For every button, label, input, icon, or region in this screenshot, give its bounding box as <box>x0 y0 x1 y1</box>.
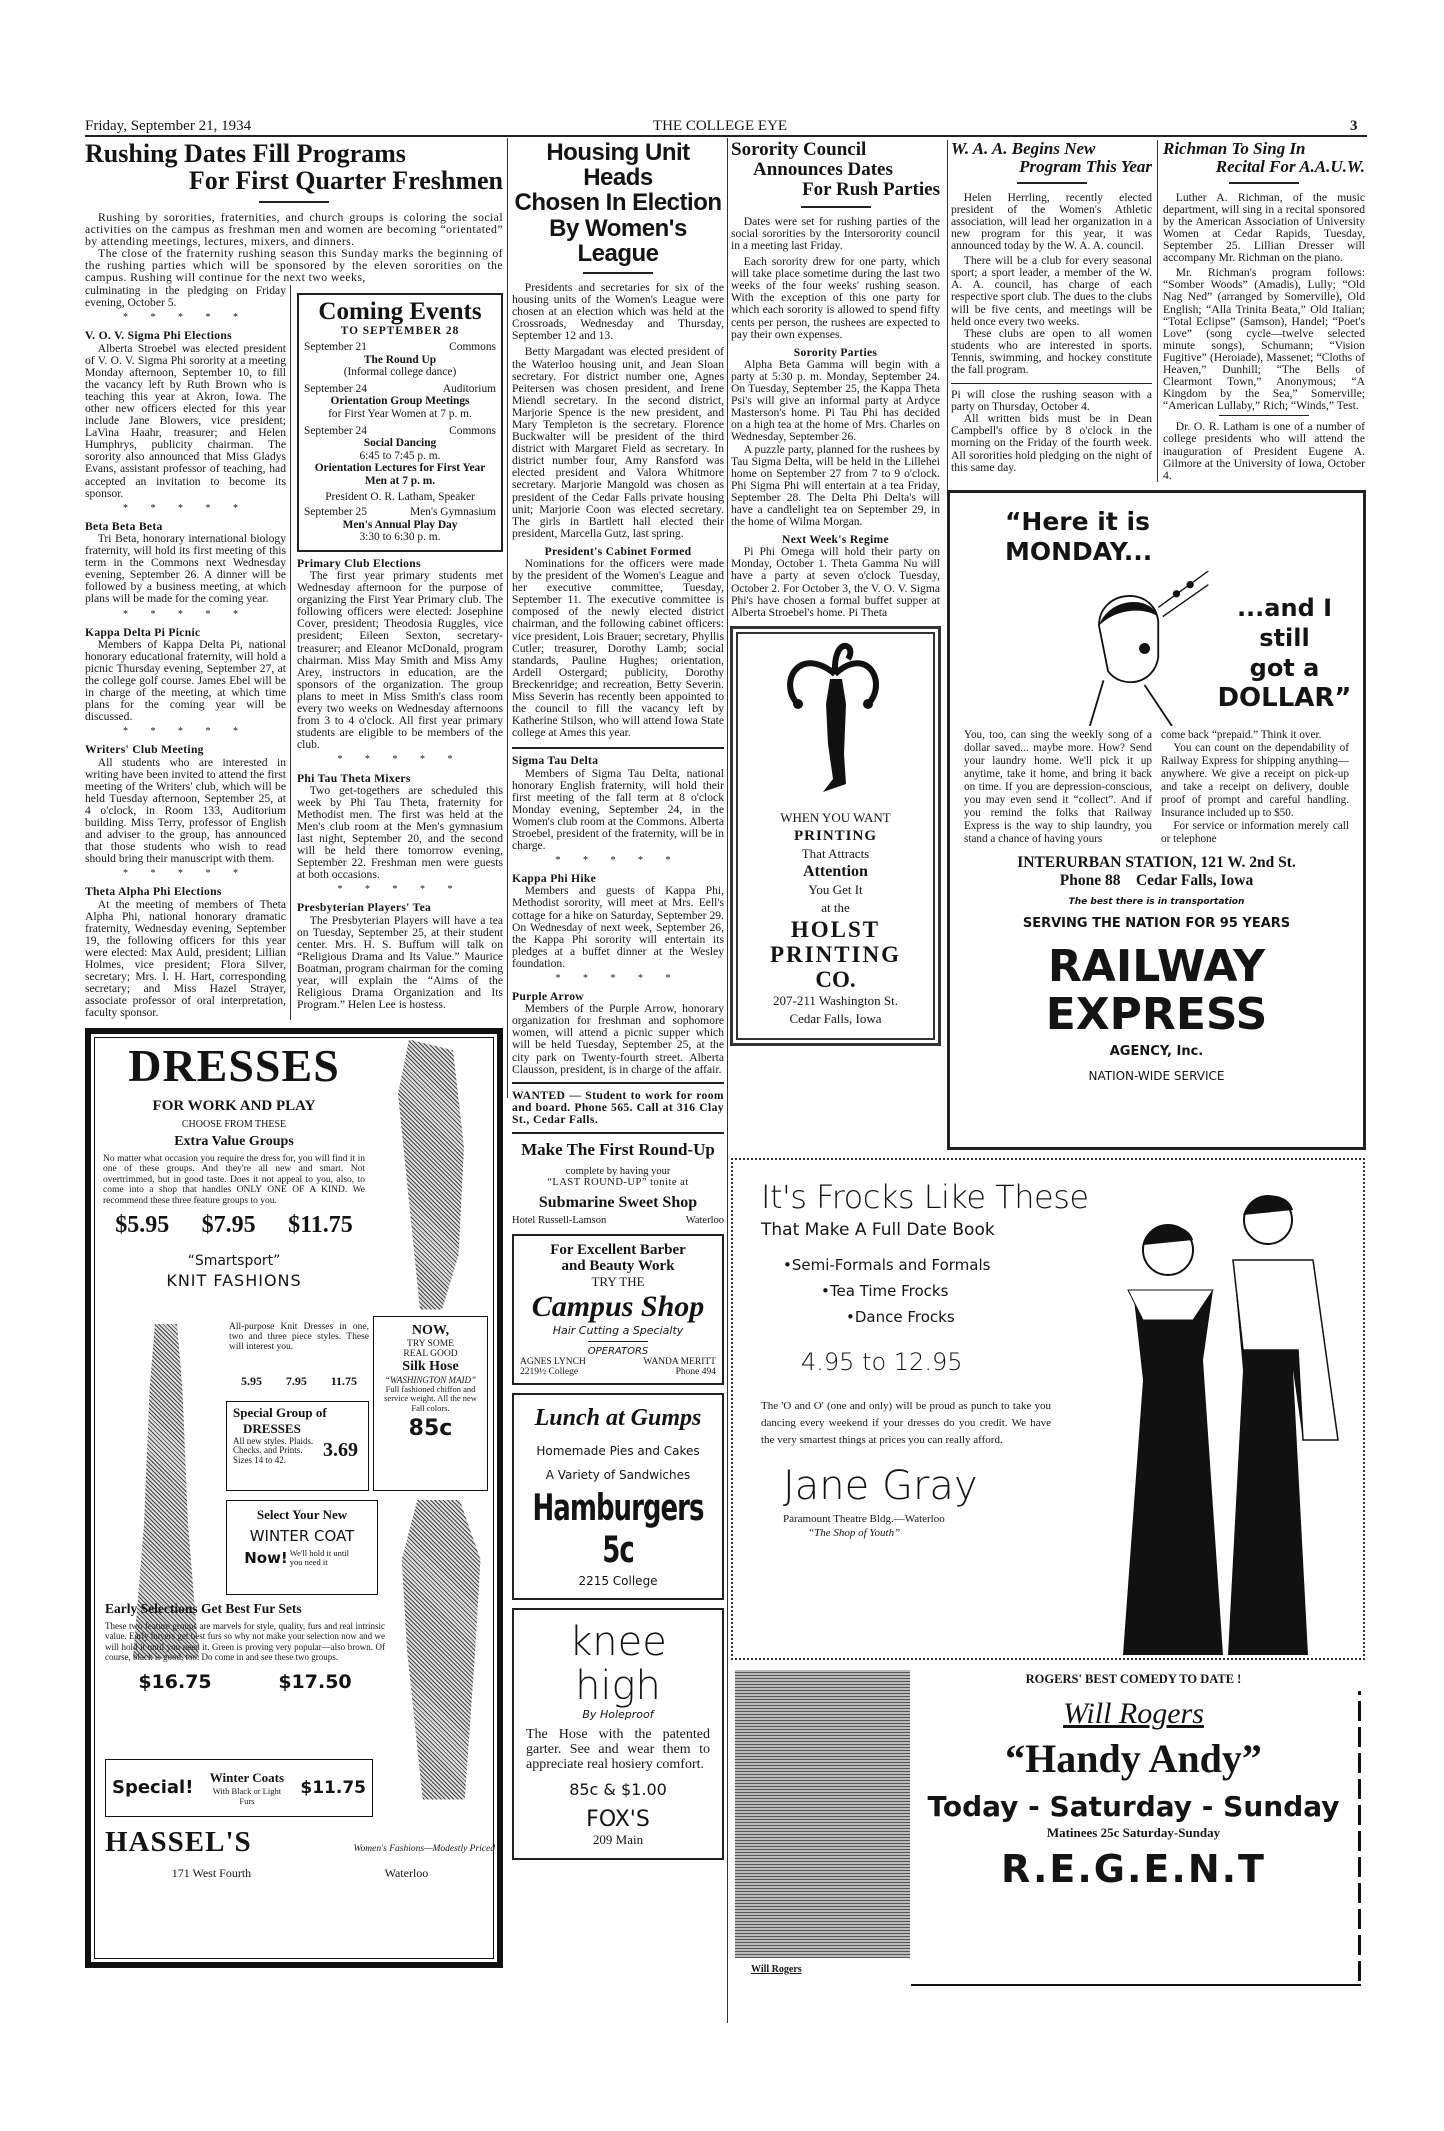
paragraph: Presidents and secretaries for six of the housing units of the Women's League were chosen at an election which was held at the Crossroads, Wednesday and Thursday, September 12 and 13. <box>512 280 724 343</box>
paragraph: Pi Phi Omega will hold their party on Monday, October 1. Theta Gamma Nu will have a party at seven o'clock Tuesday, October 2. For October 3, the V. O. V. Sigma Phi's have chosen a formal buffet supper at Alberta Stroebel's home. Pi Theta <box>731 545 940 619</box>
ad-text: We'll hold it until you need it <box>289 1547 349 1567</box>
event-place: Auditorium <box>442 382 496 395</box>
ad-store-name: HASSEL'S <box>105 1825 252 1858</box>
jane-gray-ad <box>731 1158 1365 1660</box>
ad-text: All-purpose Knit Dresses in one, two and three piece styles. These will interest you. <box>229 1321 369 1352</box>
ad-city: Cedar Falls, Iowa <box>1135 871 1254 889</box>
headline: Sorority Council <box>731 139 867 160</box>
border-decoration <box>911 1984 1361 1986</box>
event-title: Men's Annual Play Day <box>342 518 458 531</box>
classified-wanted: WANTED — Student to work for room and board. Phone 565. Call at 316 Clay St., Cedar Falls. <box>512 1088 724 1126</box>
paragraph: Alberta Stroebel was elected president of V. O. V. Sigma Phi sorority at a meeting Monday afternoon, September 10, to fill the vacancy left by Ruth Brown who is teaching this year at Akron, Iowa. The other new officers elected for this year include Jane Blowers, vice president; LaVina Haahr, treasurer; and Helen Humphrys, publicity chairman. The sorority also announced that Miss Gladys Evans, assistant professor of teaching, had accepted an invitation to become its sponsor. <box>85 341 286 500</box>
ad-text: “LAST ROUND-UP” tonite at <box>547 1177 689 1189</box>
ad-tagline: NATION-WIDE SERVICE <box>1088 1068 1225 1083</box>
masthead: THE COLLEGE EYE <box>652 118 788 134</box>
ad-subtitle: Extra Value Groups <box>174 1133 294 1149</box>
ad-text: That Attracts <box>801 845 870 861</box>
ad-text: With Black or Light Furs <box>212 1785 282 1806</box>
paragraph: The first year primary students met Wednesday afternoon for the purpose of organizing the First Year Primary club. The following officers were elected: Josephine Cover, president; Theodosia Ruggles, vice president; Eileen Sexton, secretary-treasurer; and Eleanor McDonald, program chairman. Miss May Smith and Miss Amy Arey, instructors in education, are the sponsors of the organization. The group plans to meet in Miss Smith's class room every two weeks on Wednesday afternoons from 3 to 4 o'clock. All first year primary students are eligible to be members of the club. <box>297 569 503 752</box>
ad-price: 3.69 <box>323 1439 358 1462</box>
headline: Program This Year <box>1019 156 1152 176</box>
ad-bullet: •Dance Frocks <box>846 1307 955 1326</box>
headline: Richman To Sing In <box>1163 139 1306 158</box>
ad-bullet: •Semi-Formals and Formals <box>783 1255 991 1274</box>
ad-brand: “Smartsport” <box>187 1253 281 1269</box>
ad-text: Matinees 25c Saturday-Sunday <box>1046 1824 1221 1840</box>
ad-star-name: Will Rogers <box>1063 1696 1204 1730</box>
ad-company-name: EXPRESS <box>1045 988 1268 1040</box>
ad-text: Winter Coats <box>209 1769 285 1785</box>
ad-tagline: Hair Cutting a Specialty <box>552 1324 684 1338</box>
ad-text: These two feature groups are marvels for style, quality, furs and real intrinsic value. Early buyers get best furs so why not make your selection now and we will hold it until you need it. Green is proving very popular—also brown. Of course, black is good, too. Do come in and see these two groups. <box>105 1620 385 1662</box>
ad-film-title: “Handy Andy” <box>1005 1735 1262 1781</box>
ad-price: Hamburgers 5c <box>532 1488 704 1573</box>
issue-date: Friday, September 21, 1934 <box>85 118 252 134</box>
box-title: DRESSES <box>243 1420 301 1436</box>
singing-man-illustration <box>1070 571 1210 726</box>
ad-city: Cedar Falls, Iowa <box>789 1010 882 1026</box>
ad-address: 207-211 Washington St. <box>773 992 898 1008</box>
ad-price: $11.75 <box>300 1777 366 1798</box>
paragraph: For service or information merely call or telephone <box>1161 819 1349 845</box>
paragraph: Two get-togethers are scheduled this week by Phi Tau Theta, fraternity for Methodist men. The first was held at the Men's club room at the Men's gymnasium last night, September 20, and the second will be held there tomorrow evening, September 22. Freshman men were guests at both occasions. <box>297 783 503 882</box>
paragraph: Members of the Purple Arrow, honorary organization for freshman and sophomore women, will attend a picnic supper which will be held Tuesday, September 25, at the city park on Twenty-fourth street. Alberta Clausson, president, is in charge of the affair. <box>512 1002 724 1076</box>
ad-price: 11.75 <box>330 1373 358 1388</box>
ad-title: Lunch at Gumps <box>534 1405 702 1432</box>
ad-price: 4.95 to 12.95 <box>801 1347 963 1376</box>
ad-theatre-name: R.E.G.E.N.T <box>1001 1846 1266 1891</box>
ad-address: Paramount Theatre Bldg.—Waterloo <box>783 1512 945 1525</box>
paragraph: Mr. Richman's program follows: “Somber Woods” (Amadis), Lully; “Old Nag Ned” (arranged by Somerville), Old English; “Alla Trinita Beata,” Old Italian; “Total Eclipse” (Samson), Handel; “Poet's Love” (song cycle—twelve selected minute songs), Schumann; “Vision Fugitive” (Heroiade), Massenet; “Cloths of Heaven,” Dunhill; “The Bells of Clearmont Town,” Anonymous; “A Kingdom by the Sea,” Somerville; “American Lullaby,” Rich; “Winds,” Test. <box>1163 266 1365 413</box>
paragraph: Dates were set for rushing parties of the social sororities by the Intersorority council in a meeting last Friday. <box>731 214 940 252</box>
ad-text: Silk Hose <box>402 1358 459 1374</box>
box-subtitle: TO SEPTEMBER 28 <box>340 325 460 338</box>
divider <box>583 272 653 274</box>
ad-text: Full fashioned chiffon and service weight. All the new Fall colors. <box>384 1383 477 1413</box>
paragraph: come back “prepaid.” Think it over. <box>1161 728 1322 741</box>
ad-text: For Excellent Barber <box>550 1242 686 1259</box>
ad-company-name: CO. <box>815 966 856 992</box>
section-title: Purple Arrow <box>512 990 584 1004</box>
ad-text: Attention <box>803 862 868 880</box>
section-title: Primary Club Elections <box>297 556 421 570</box>
ad-text: The Hose with the patented garter. See and wear them to appreciate real hosiery comfort. <box>526 1727 710 1773</box>
ad-tagline: The best there is in transportation <box>1068 896 1245 907</box>
event-date: September 21 <box>304 341 367 353</box>
section-title: Early Selections Get Best Fur Sets <box>105 1600 302 1616</box>
ad-tagline: Women's Fashions—Modestly Priced <box>353 1843 495 1854</box>
section-title: Theta Alpha Phi Elections <box>85 885 222 899</box>
ad-body-left: You, too, can sing the weekly song of a dollar saved... maybe more. How? Send your laundry home. We'll pick it up anytime, take it home, and bring it back on time. If you are depression-conscious, you may even send it “collect”. And if you remind the folks that Railway Express is the way to ship laundry, you stand a chance of having yours <box>964 728 1152 845</box>
ad-company-name: PRINTING <box>769 941 901 967</box>
ad-price: $7.95 <box>201 1212 256 1238</box>
event-place: Commons <box>449 341 496 353</box>
event-date: September 24 <box>304 382 367 395</box>
paragraph: Tri Beta, honorary international biology fraternity, will hold its first meeting of this term in the Commons next Wednesday evening, September 26. A dinner will be followed by a business meeting, at which plans will be made for the coming year. <box>85 531 286 606</box>
ad-text: TRY SOME <box>407 1338 454 1349</box>
ad-price: $16.75 <box>138 1670 212 1693</box>
ad-subtitle: That Make A Full Date Book <box>761 1219 995 1240</box>
ad-text: and Beauty Work <box>561 1258 675 1275</box>
ad-quote: ...and I still <box>1236 593 1333 652</box>
paragraph: A puzzle party, planned for the rushees by Tau Sigma Delta, will be held in the Lillehei home on September 27 from 7 to 9 o'clock. Phi Sigma Phi will entertain at a tea Friday, September 28. The Delta Phi Delta's will have a candlelight tea on September 29, in the home of Wilma Morgan. <box>731 442 940 529</box>
paragraph: You can count on the dependability of Railway Express for shipping anything—anywhere. We give a receipt on pick-up and take a receipt on delivery, double proof of prompt and careful handling. Insurance included up to $50. <box>1161 741 1349 819</box>
section-title: V. O. V. Sigma Phi Elections <box>85 329 232 343</box>
ad-body-right <box>1161 729 1349 846</box>
box-title: WINTER COAT <box>249 1526 355 1545</box>
event-place: Men's Gymnasium <box>410 506 496 519</box>
ad-address: 2219½ College <box>520 1367 579 1378</box>
ad-city: Waterloo <box>384 1865 429 1880</box>
ad-showtimes: Today - Saturday - Sunday <box>927 1789 1340 1823</box>
headline: Rushing Dates Fill Programs <box>85 139 406 168</box>
ad-subtitle: FOR WORK AND PLAY <box>152 1097 316 1114</box>
ad-company-suffix: AGENCY, Inc. <box>1109 1043 1204 1059</box>
rushing-column-1 <box>85 285 290 1019</box>
sorority-council-article <box>731 140 940 619</box>
ad-address: Hotel Russell-Lamson <box>512 1215 607 1227</box>
ad-text: WHEN YOU WANT <box>780 809 891 825</box>
column-2 <box>290 285 503 1019</box>
header-rule <box>85 135 1367 137</box>
special-winter-coats-box <box>105 1759 373 1817</box>
ad-address: INTERURBAN STATION, 121 W. 2nd St. <box>1017 853 1296 871</box>
paragraph: The close of the fraternity rushing season this Sunday marks the beginning of the rushing parties which will be sponsored by the eleven sororities on the campus. Rushing will continue for the next two weeks, <box>85 245 503 285</box>
silk-hose-box <box>373 1316 488 1491</box>
knee-high-ad <box>512 1608 724 1860</box>
jester-illustration <box>738 634 933 804</box>
column-3-stack <box>512 140 724 1860</box>
ad-text: No matter what occasion you require the dress for, you will find it in one of these groups. And they're all new and smart. Not overtrimmed, but in good taste. Does it not appeal to you, also, to come into a shop that handles ONLY ONE OF A KIND. We recommend these three feature groups to you. <box>103 1153 365 1206</box>
housing-article <box>512 140 724 1134</box>
section-title: Beta Beta Beta <box>85 519 163 533</box>
paragraph: All written bids must be in Dean Campbell's office by 8 o'clock in the morning on the Friday of the fourth week. All sororities hold pledging on the night of this same day. <box>951 412 1152 474</box>
paragraph: All students who are interested in writing have been invited to attend the first meeting of the Writers' club, which will be held Tuesday afternoon, September 25, at 4 o'clock, in Room 133, Auditorium building. Miss Terry, professor of English and adviser to the group, has announced that those students who wish to read should bring their manuscript with them. <box>85 755 286 866</box>
ad-text: ROGERS' BEST COMEDY TO DATE ! <box>1025 1671 1242 1686</box>
ad-text: You Get It <box>808 881 863 897</box>
paragraph: Betty Margadant was elected president of the Waterloo housing unit, and Jean Sloan secretary. For district number one, Agnes Peitersen was chosen president, and Irene Miendl secretary. In the second district, Marjorie Spence is the new president, and Mary Templeton is the secretary. Florence Buckwalter will be president of the third district with Margaret Field as secretary. In district number four, Amy Ransford was elected president and Valora Whitmore secretary. Marjorie Mangold was chosen as president of the Cedar Falls private housing unit; Marjorie Coon was elected secretary. The girls in Bartlett hall elected their president, Marcella Gutz, last spring. <box>512 345 724 540</box>
subhead: Next Week's Regime <box>782 533 889 547</box>
headline: Housing Unit Heads <box>546 139 690 192</box>
ad-text: All new styles. Plaids. Checks. and Prints. Sizes 14 to 42. <box>233 1435 314 1465</box>
ad-title: It's Frocks Like These <box>761 1177 1089 1216</box>
regent-copy <box>916 1672 1351 1891</box>
border-decoration <box>1358 1691 1361 1981</box>
ad-address: 171 West Fourth <box>171 1865 252 1880</box>
waa-article <box>951 140 1156 482</box>
coming-events-box <box>297 293 503 552</box>
divider <box>512 1132 724 1134</box>
ad-tagline: SERVING THE NATION FOR 95 YEARS <box>1022 915 1291 931</box>
paragraph: Pi will close the rushing season with a party on Thursday, October 4. <box>951 388 1152 414</box>
ad-company-name: HOLST <box>790 916 881 942</box>
separator: * * * * * <box>555 973 681 984</box>
headline: Announces Dates <box>753 158 893 180</box>
separator: * * * * * <box>337 884 463 896</box>
subhead: Sorority Parties <box>793 345 878 359</box>
event-title: Orientation Group Meetings <box>330 395 470 408</box>
section-title: Presbyterian Players' Tea <box>297 901 432 915</box>
ad-text: complete by having your <box>565 1166 671 1178</box>
rushing-article <box>85 140 503 283</box>
ad-address: 209 Main <box>592 1832 644 1848</box>
column-2-news <box>297 558 503 1011</box>
ad-address: 2215 College <box>578 1574 658 1589</box>
event-detail: 3:30 to 6:30 p. m. <box>359 531 441 544</box>
box-title: Select Your New <box>256 1506 348 1522</box>
separator: * * * * * <box>337 754 463 766</box>
column-rule <box>507 138 508 1098</box>
ad-title: Make The First Round-Up <box>521 1140 715 1160</box>
paragraph: Members of Sigma Tau Delta, national honorary English fraternity, will hold their first meeting of the fall term at 8 o'clock Monday evening, September 24, in the Women's club room at the Commons. Alberta Stroebel, president of the fraternity, will be in charge. <box>512 766 724 853</box>
ad-price: $5.95 <box>115 1212 170 1238</box>
ad-store-name: FOX'S <box>586 1807 650 1833</box>
divider <box>512 1082 724 1084</box>
paragraph: The Presbyterian Players will have a tea on Tuesday, September 25, at their student center. Mrs. H. S. Buffum will talk on “Religious Drama and Its Value.” Maurice Boatman, program chairman for the coming year, will explain the “Aims of the Religious Drama Organization and Its Program.” Helen Lee is hostess. <box>297 913 503 1012</box>
paragraph: Nominations for the officers were made by the president of the Women's League and her executive committee, Tuesday, September 11. The executive committee is composed of the newly elected district chairman, and the following cabinet officers: vice president, Lois Brauer; secretary, Phyllis Cutler; treasurer, Dorothy Lamb; social standards, Pauline Hughes; orientation, Ardell Ostergard; publicity, Dorothy Breckenridge; and recreation, Betty Severin. Miss Severin has recently been appointed to the council to fill the vacancy left by Katherine Stilson, who will attend Iowa State college at Ames this year. <box>512 557 724 740</box>
two-women-illustration <box>1083 1180 1353 1655</box>
campus-shop-ad <box>512 1234 724 1385</box>
event-title: Orientation Lectures for First Year Men at 7 p. m. <box>314 462 486 487</box>
ad-price: 7.95 <box>285 1373 307 1388</box>
divider <box>512 747 724 749</box>
ad-text: Special! <box>112 1777 194 1798</box>
ad-price: $17.50 <box>278 1670 352 1693</box>
store-signature <box>105 1826 495 1859</box>
paragraph: culminating in the pledging on Friday evening, October 5. <box>85 284 286 310</box>
ad-phone: Phone 494 <box>675 1367 716 1378</box>
headline: Recital For A.A.U.W. <box>1215 156 1365 176</box>
ad-phone: Phone 88 <box>1059 871 1121 889</box>
ad-text: A Variety of Sandwiches <box>545 1468 691 1483</box>
hassels-ad <box>85 1028 503 1968</box>
paragraph: Rushing by sororities, fraternities, and church groups is coloring the social activities on the campus as freshman men and women are becoming “orientated” by attending meetings, lectures, mixers, and dinners. <box>85 209 503 248</box>
event-detail: for First Year Women at 7 p. m. <box>328 407 472 420</box>
ad-text: Homemade Pies and Cakes <box>536 1444 700 1459</box>
headline: W. A. A. Begins New <box>951 139 1096 158</box>
ad-company-name: RAILWAY <box>1047 940 1266 992</box>
headline: For Rush Parties <box>802 178 940 200</box>
section-title: Kappa Delta Pi Picnic <box>85 625 201 639</box>
ad-shop-name: Submarine Sweet Shop <box>538 1194 698 1212</box>
ad-quote: got a <box>1249 653 1320 682</box>
right-stack <box>731 140 1365 1988</box>
ad-text: OPERATORS <box>587 1346 649 1358</box>
ad-quote: MONDAY... <box>1005 536 1153 566</box>
ad-contact <box>950 854 1363 1085</box>
ad-text: at the <box>821 899 850 915</box>
ad-brand: By Holeproof <box>582 1708 654 1722</box>
regent-theatre-ad <box>731 1666 1365 1988</box>
will-rogers-photo <box>735 1670 910 1958</box>
gumps-ad <box>512 1393 724 1600</box>
paragraph: Helen Herrling, recently elected president of the Women's Athletic association, will lead her organization in a new program for this year, it was announced today by the W. A. A. council. <box>951 190 1152 253</box>
box-title: Special Group of <box>233 1404 327 1420</box>
ad-text: CHOOSE FROM THESE <box>181 1118 287 1130</box>
ad-price: 85c <box>408 1416 453 1441</box>
event-detail: 6:45 to 7:45 p. m. <box>359 449 441 462</box>
page-number: 3 <box>1350 118 1358 134</box>
left-stack <box>85 140 503 1968</box>
ad-logo-text: Campus Shop <box>531 1290 705 1324</box>
headline: Chosen In Election <box>514 189 722 217</box>
event-place: Commons <box>449 424 496 437</box>
separator: * * * * * <box>555 855 681 867</box>
ad-text: PRINTING <box>793 827 877 844</box>
divider <box>1017 182 1087 184</box>
ad-subtitle: KNIT FASHIONS <box>166 1271 302 1290</box>
paragraph: Dr. O. R. Latham is one of a number of college presidents who will attend the inauguration of President Eugene A. Gilmore at the University of Iowa, October 4. <box>1163 420 1365 482</box>
operator-name: AGNES LYNCH <box>520 1357 586 1368</box>
separator: * * * * * <box>123 868 248 880</box>
paragraph: Luther A. Richman, of the music department, will sing in a recital sponsored by the American Association of University Women at Cedar Rapids, Tuesday, September 25. Lillian Dresser will accompany Mr. Richman on the piano. <box>1163 190 1365 265</box>
holst-printing-ad <box>731 627 940 1045</box>
separator: * * * * * <box>123 502 248 514</box>
section-title: Writers' Club Meeting <box>85 743 204 757</box>
separator: * * * * * <box>123 726 248 738</box>
winter-coat-box <box>226 1500 378 1595</box>
ad-city: Waterloo <box>685 1215 724 1227</box>
event-detail: (Informal college dance) <box>343 366 457 379</box>
divider <box>259 201 329 203</box>
ad-brand: “WASHINGTON MAID” <box>385 1374 476 1385</box>
ad-title: knee high <box>569 1619 667 1710</box>
ad-text: TRY THE <box>591 1274 645 1290</box>
ad-store-name: Jane Gray <box>783 1462 978 1509</box>
event-speaker: President O. R. Latham, Speaker <box>325 490 475 503</box>
separator: * * * * * <box>123 312 248 324</box>
subhead: President's Cabinet Formed <box>544 544 692 558</box>
submarine-sweet-shop-ad <box>512 1140 724 1226</box>
columns-5-6 <box>947 140 1365 1150</box>
ad-text: REAL GOOD <box>403 1348 458 1359</box>
section-title: Phi Tau Theta Mixers <box>297 771 411 785</box>
ad-headline <box>1005 507 1152 567</box>
paragraph: At the meeting of members of Theta Alpha Phi, national honorary dramatic fraternity, Wednesday evening, September 19, the following officers for this year were elected: Max Auld, president; Lillian Holmes, vice president; Flora Silver, secretary; Mrs. I. H. Hart, corresponding secretary; and Miss Hazel Strayer, associate professor of oral interpretation, faculty sponsor. <box>85 897 286 1020</box>
event-title: The Round Up <box>363 353 437 366</box>
ad-tagline: “The Shop of Youth” <box>808 1526 901 1539</box>
box-title: NOW, <box>411 1322 450 1338</box>
ad-title: DRESSES <box>128 1039 340 1091</box>
section-title: Kappa Phi Hike <box>512 872 597 886</box>
event-title: Social Dancing <box>363 437 437 450</box>
richman-article <box>1157 140 1365 482</box>
event-date: September 24 <box>304 424 367 437</box>
separator: * * * * * <box>123 608 248 620</box>
ad-copy <box>761 1178 1101 1539</box>
paragraph: These clubs are open to all women students who are interested in sports. Tennis, swimming, and hockey constitute the fall program. <box>951 326 1152 376</box>
column-rule <box>727 138 728 2023</box>
special-group-box <box>226 1401 369 1491</box>
ad-quote: “Here it is <box>1005 506 1150 536</box>
paragraph: There will be a club for every seasonal sport; a sport leader, a member of the W. A. A. council, has charge of each respective sport club. The dues to the clubs will be five cents, and meetings will be held once every two weeks. <box>951 254 1152 328</box>
fur-sets-section <box>105 1601 385 1693</box>
woman-illustration <box>376 1040 486 1310</box>
ad-price: 5.95 <box>240 1373 262 1388</box>
ad-bullet: •Tea Time Frocks <box>821 1281 949 1300</box>
ad-quote: DOLLAR” <box>1217 682 1352 713</box>
headline: By Women's League <box>549 214 687 267</box>
paragraph: Members and guests of Kappa Phi, Methodist sorority, will meet at Mrs. Eell's cottage for a hike on Saturday, September 29. On Wednesday of next week, September 26, the Kappa Phi sorority will entertain its pledges at a buffet dinner at the Wesley foundation. <box>512 884 724 970</box>
headline: For First Quarter Freshmen <box>188 166 503 196</box>
operator-name: WANDA MERITT <box>643 1357 716 1368</box>
column-4 <box>731 140 940 1045</box>
woman-fur-coat-illustration <box>386 1500 491 1800</box>
ad-headline <box>1212 593 1357 713</box>
ad-price: $11.75 <box>288 1212 353 1238</box>
ad-text: Now! <box>244 1548 288 1567</box>
paragraph: Alpha Beta Gamma will begin with a party at 5:30 p. m. Monday, September 24. On Tuesday, September 25, the Kappa Theta Psi's will give an informal party at Ardyce Masterson's home. Pi Tau Phi has decided on a high tea at the home of Mrs. Charles on Wednesday, September 26. <box>731 357 940 444</box>
event-date: September 25 <box>304 506 367 519</box>
ad-illustration-area <box>950 493 1363 729</box>
box-title: Coming Events <box>318 298 482 326</box>
photo-caption: Will Rogers <box>751 1963 802 1975</box>
paragraph: Each sorority drew for one party, which will take place sometime during the last two weeks of the four weeks' rushing season. With the exception of this one party for which each sorority is allowed to spend fifty cents per person, the rushees are expected to pay their own expenses. <box>731 255 940 341</box>
railway-express-ad <box>947 490 1366 1150</box>
ad-text: The 'O and O' (one and only) will be proud as punch to take you dancing every weekend if your dresses do you credit. We have the very smartest things at prices you can really afford. <box>761 1399 1051 1446</box>
divider <box>1229 182 1299 184</box>
paragraph: Members of Kappa Delta Pi, national honorary educational fraternity, will hold a picnic Thursday evening, September 27, at the college golf course. James Ebel will be in charge of the meeting, at which time plans for the coming year will be discussed. <box>85 637 286 724</box>
ad-price: 85c & $1.00 <box>569 1780 667 1800</box>
section-title: Sigma Tau Delta <box>512 754 599 768</box>
divider <box>801 206 871 208</box>
